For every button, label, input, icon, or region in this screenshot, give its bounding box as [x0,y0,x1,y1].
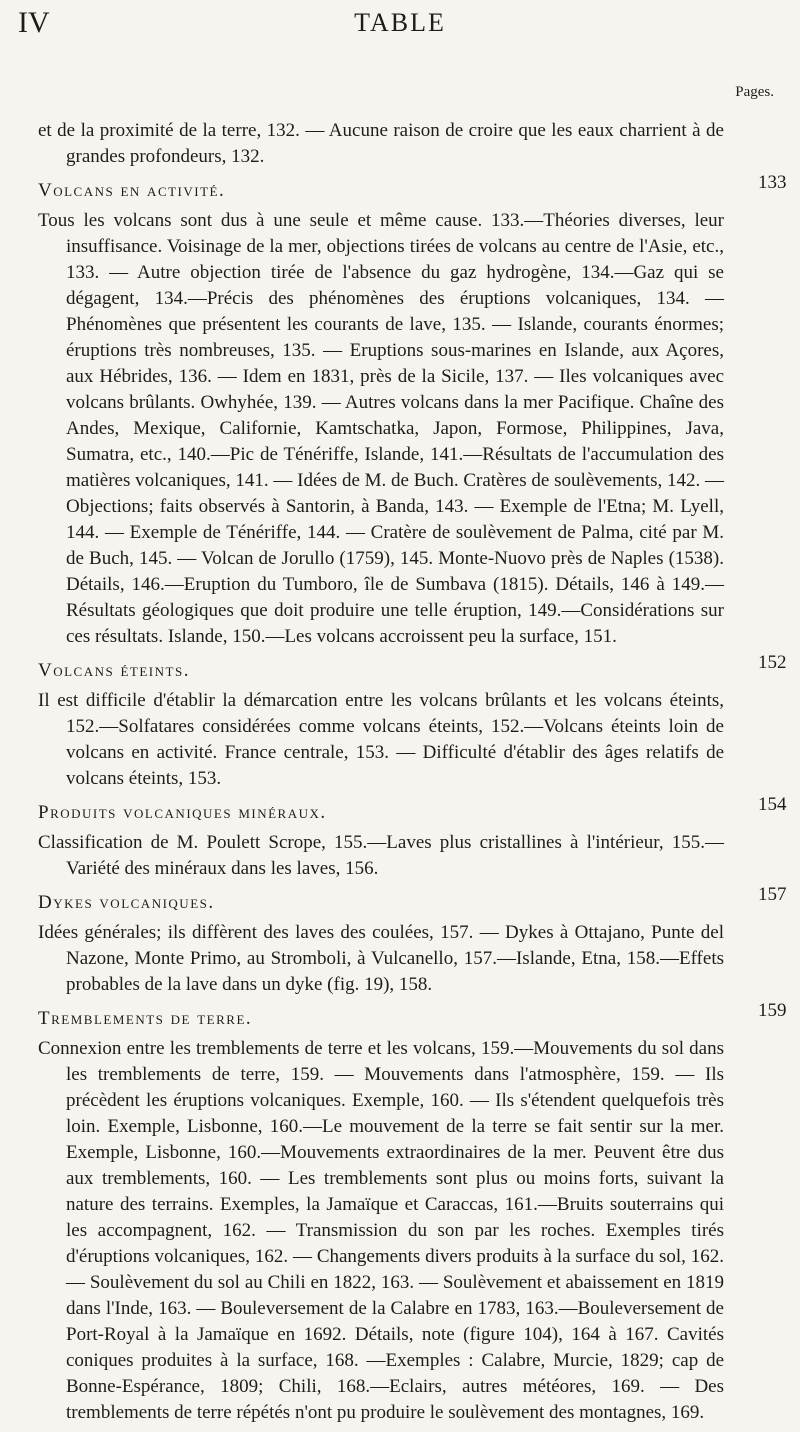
section-heading-dykes-volcaniques [38,884,787,916]
section-title: Volcans en activité. [38,180,226,201]
section-page-number: 133 [758,172,787,193]
section-title: Produits volcaniques minéraux. [38,802,327,823]
section-summary-tremblements-de-terre: Connexion entre les tremblements de terre et les volcans, 159.—Mouvements du sol dans les tremblements de terre, 159. — Mouvements dans l'atmosphère, 159. — Ils précèdent les éruptions volcaniques. Exemple, 160. — Ils s'étendent quelquefois très loin. Exemple, Lisbonne, 160.—Le mouvement de la terre se fait sentir sur la mer. Exemple, Lisbonne, 160.—Mouvements extraordinaires de la mer. Peuvent être dus aux tremblements, 160. — Les tremblements sont plus ou moins forts, suivant la nature des terrains. Exemples, la Jamaïque et Caraccas, 161.—Bruits souterrains qui les accompagnent, 162. — Transmission du son par les roches. Exemples tirés d'éruptions volcaniques, 162. — Changements divers produits à la surface du sol, 162. — Soulèvement du sol au Chili en 1822, 163. — Soulèvement et abaissement en 1819 dans l'Inde, 163. — Bouleversement de la Calabre en 1783, 163.—Bouleversement de Port-Royal à la Jamaïque en 1692. Détails, note (figure 104), 164 à 167. Cavités coniques produites à la surface, 168. —Exemples : Calabre, Murcie, 1829; cap de Bonne-Espérance, 1809; Chili, 168.—Eclairs, autres météores, 169. — Des tremblements de terre répétés n'ont pu produire le soulèvement des montagnes, 169. [38,1038,724,1423]
section-heading-tremblements-de-terre [38,1000,787,1032]
section-summary-volcans-en-activite: Tous les volcans sont dus à une seule et même cause. 133.—Théories diverses, leur insuffisance. Voisinage de la mer, objections tirées de volcans au centre de l'Asie, etc., 133. — Autre objection tirée de l'absence du gaz hydrogène, 134.—Gaz qui se dégagent, 134.—Précis des phénomènes des éruptions volcaniques, 134. — Phénomènes que présentent les courants de lave, 135. — Islande, courants énormes; éruptions très nombreuses, 135. — Eruptions sous-marines en Islande, aux Açores, aux Hébrides, 136. — Idem en 1831, près de la Sicile, 137. — Iles volcaniques avec volcans brûlants. Owhyhée, 139. — Autres volcans dans la mer Pacifique. Chaîne des Andes, Mexique, Californie, Kamtschatka, Japon, Formose, Philippines, Java, Sumatra, etc., 140.—Pic de Ténériffe, Islande, 141.—Résultats de l'accumulation des matières volcaniques, 141. — Idées de M. de Buch. Cratères de soulèvements, 142. — Objections; faits observés à Santorin, à Banda, 143. — Exemple de l'Etna; M. Lyell, 144. — Exemple de Ténériffe, 144. — Cratère de soulèvement de Palma, cité par M. de Buch, 145. — Volcan de Jorullo (1759), 145. Monte-Nuovo près de Naples (1538). Détails, 146.—Eruption du Tumboro, île de Sumbava (1815). Détails, 146 à 149.—Résultats géologiques que doit produire une telle éruption, 149.—Considérations sur ces résultats. Islande, 150.—Les volcans accroissent peu la surface, 151. [38,210,724,647]
section-summary-produits-volcaniques: Classification de M. Poulett Scrope, 155.—Laves plus cristallines à l'intérieur, 155.—Variété des minéraux dans les laves, 156. [38,832,724,879]
section-summary-dykes-volcaniques: Idées générales; ils diffèrent des laves des coulées, 157. — Dykes à Ottajano, Punte del Nazone, Monte Primo, au Stromboli, à Vulcanello, 157.—Islande, Etna, 158.—Effets probables de la lave dans un dyke (fig. 19), 158. [38,922,724,995]
running-title: TABLE [354,8,446,37]
section-title: Volcans éteints. [38,660,190,681]
table-of-contents-body [38,118,787,1432]
pages-column-label: Pages. [735,84,774,100]
section-page-number: 154 [758,794,787,815]
section-summary-volcans-eteints: Il est difficile d'établir la démarcation entre les volcans brûlants et les volcans éteints, 152.—Solfatares considérées comme volcans éteints, 152.—Volcans éteints loin de volcans en activité. France centrale, 153. — Difficulté d'établir des âges relatifs de volcans éteints, 153. [38,690,724,789]
section-page-number: 152 [758,652,787,673]
section-page-number: 159 [758,1000,787,1021]
section-title: Tremblements de terre. [38,1008,253,1029]
section-heading-produits-volcaniques [38,794,787,826]
section-heading-volcans-eteints [38,652,787,684]
continuation-paragraph: et de la proximité de la terre, 132. — Aucune raison de croire que les eaux charrient à de grandes profondeurs, 132. [38,120,724,167]
page-number: IV [18,6,50,39]
section-page-number: 157 [758,884,787,905]
section-heading-volcans-en-activite [38,172,787,204]
section-title: Dykes volcaniques. [38,892,215,913]
